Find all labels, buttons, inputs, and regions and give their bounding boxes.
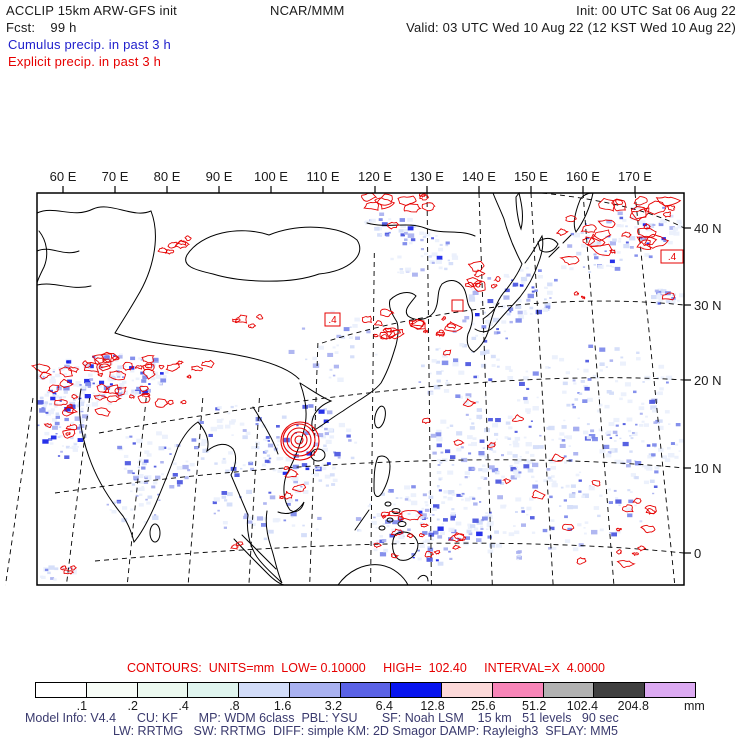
lat-label: 40 N [694, 221, 722, 236]
valid-time: Valid: 03 UTC Wed 10 Aug 22 (12 KST Wed 10 Aug 22) [406, 20, 736, 35]
legend-color-cell [492, 682, 544, 698]
org-label: NCAR/MMM [270, 3, 345, 18]
legend-tick-label: 102.4 [566, 699, 599, 713]
legend-tick-label: 51.2 [522, 699, 547, 713]
axis-tick-marks [63, 186, 691, 553]
legend-color-cell [340, 682, 392, 698]
lon-label: 110 E [306, 169, 340, 184]
lon-label: 90 E [205, 169, 233, 184]
precip-color-scale [35, 682, 696, 698]
legend-color-cell [238, 682, 290, 698]
lon-label: 80 E [153, 169, 181, 184]
legend-tick-label: .8 [229, 699, 240, 713]
legend-tick-label: .2 [127, 699, 138, 713]
legend-tick-label: .4 [178, 699, 189, 713]
legend-tick-label: .1 [76, 699, 88, 713]
legend-color-cell [35, 682, 87, 698]
lon-label: 120 E [358, 169, 392, 184]
cumulus-field-label: Cumulus precip. in past 3 h [8, 37, 171, 52]
lat-label: 0 [694, 546, 702, 561]
legend-color-cell [441, 682, 493, 698]
map-area [37, 193, 684, 585]
legend-tick-label: 204.8 [617, 699, 649, 713]
forecast-hour: Fcst: 99 h [6, 20, 77, 35]
init-time: Init: 00 UTC Sat 06 Aug 22 [576, 3, 736, 18]
plot-title: ACCLIP 15km ARW-GFS init [6, 3, 177, 18]
lon-label: 150 E [514, 169, 548, 184]
lat-label: 20 N [694, 373, 722, 388]
legend-color-cell [289, 682, 341, 698]
contour-max-label: .4 [328, 315, 337, 326]
legend-color-cell [137, 682, 189, 698]
longitude-axis [37, 169, 684, 183]
legend-color-cell [86, 682, 138, 698]
lon-label: 70 E [101, 169, 129, 184]
explicit-precip-contours [32, 193, 680, 574]
lon-label: 60 E [49, 169, 77, 184]
legend-tick-label: 1.6 [273, 699, 292, 713]
contour-info-line: CONTOURS: UNITS=mm LOW= 0.10000 HIGH= 102.40 INTERVAL=X 4.0000 [127, 661, 605, 675]
legend-tick-label: 3.2 [324, 699, 343, 713]
legend-color-cell [187, 682, 239, 698]
model-info-line2: LW: RRTMG SW: RRTMG DIFF: simple KM: 2D Smagor DAMP: Rayleigh3 SFLAY: MM5 [113, 724, 618, 738]
legend-color-cell [543, 682, 595, 698]
precip-map-canvas [37, 193, 684, 585]
legend-color-cell [390, 682, 442, 698]
lon-label: 160 E [566, 169, 600, 184]
legend-tick-label: 25.6 [471, 699, 496, 713]
contour-max-label: .4 [667, 252, 677, 263]
lat-label: 30 N [694, 298, 722, 313]
lon-label: 140 E [462, 169, 496, 184]
legend-tick-label: 12.8 [420, 699, 445, 713]
legend-tick-label: 6.4 [375, 699, 394, 713]
lon-label: 100 E [254, 169, 288, 184]
model-info-line1: Model Info: V4.4 CU: KF MP: WDM 6class PBL: YSU SF: Noah LSM 15 km 51 levels 90 sec [25, 711, 619, 725]
lon-label: 170 E [618, 169, 652, 184]
legend-color-cell [644, 682, 696, 698]
lat-label: 10 N [694, 461, 722, 476]
latitude-axis [694, 193, 738, 585]
explicit-field-label: Explicit precip. in past 3 h [8, 54, 162, 69]
legend-color-cell [593, 682, 645, 698]
legend-unit-label: mm [684, 699, 705, 713]
lon-label: 130 E [410, 169, 444, 184]
